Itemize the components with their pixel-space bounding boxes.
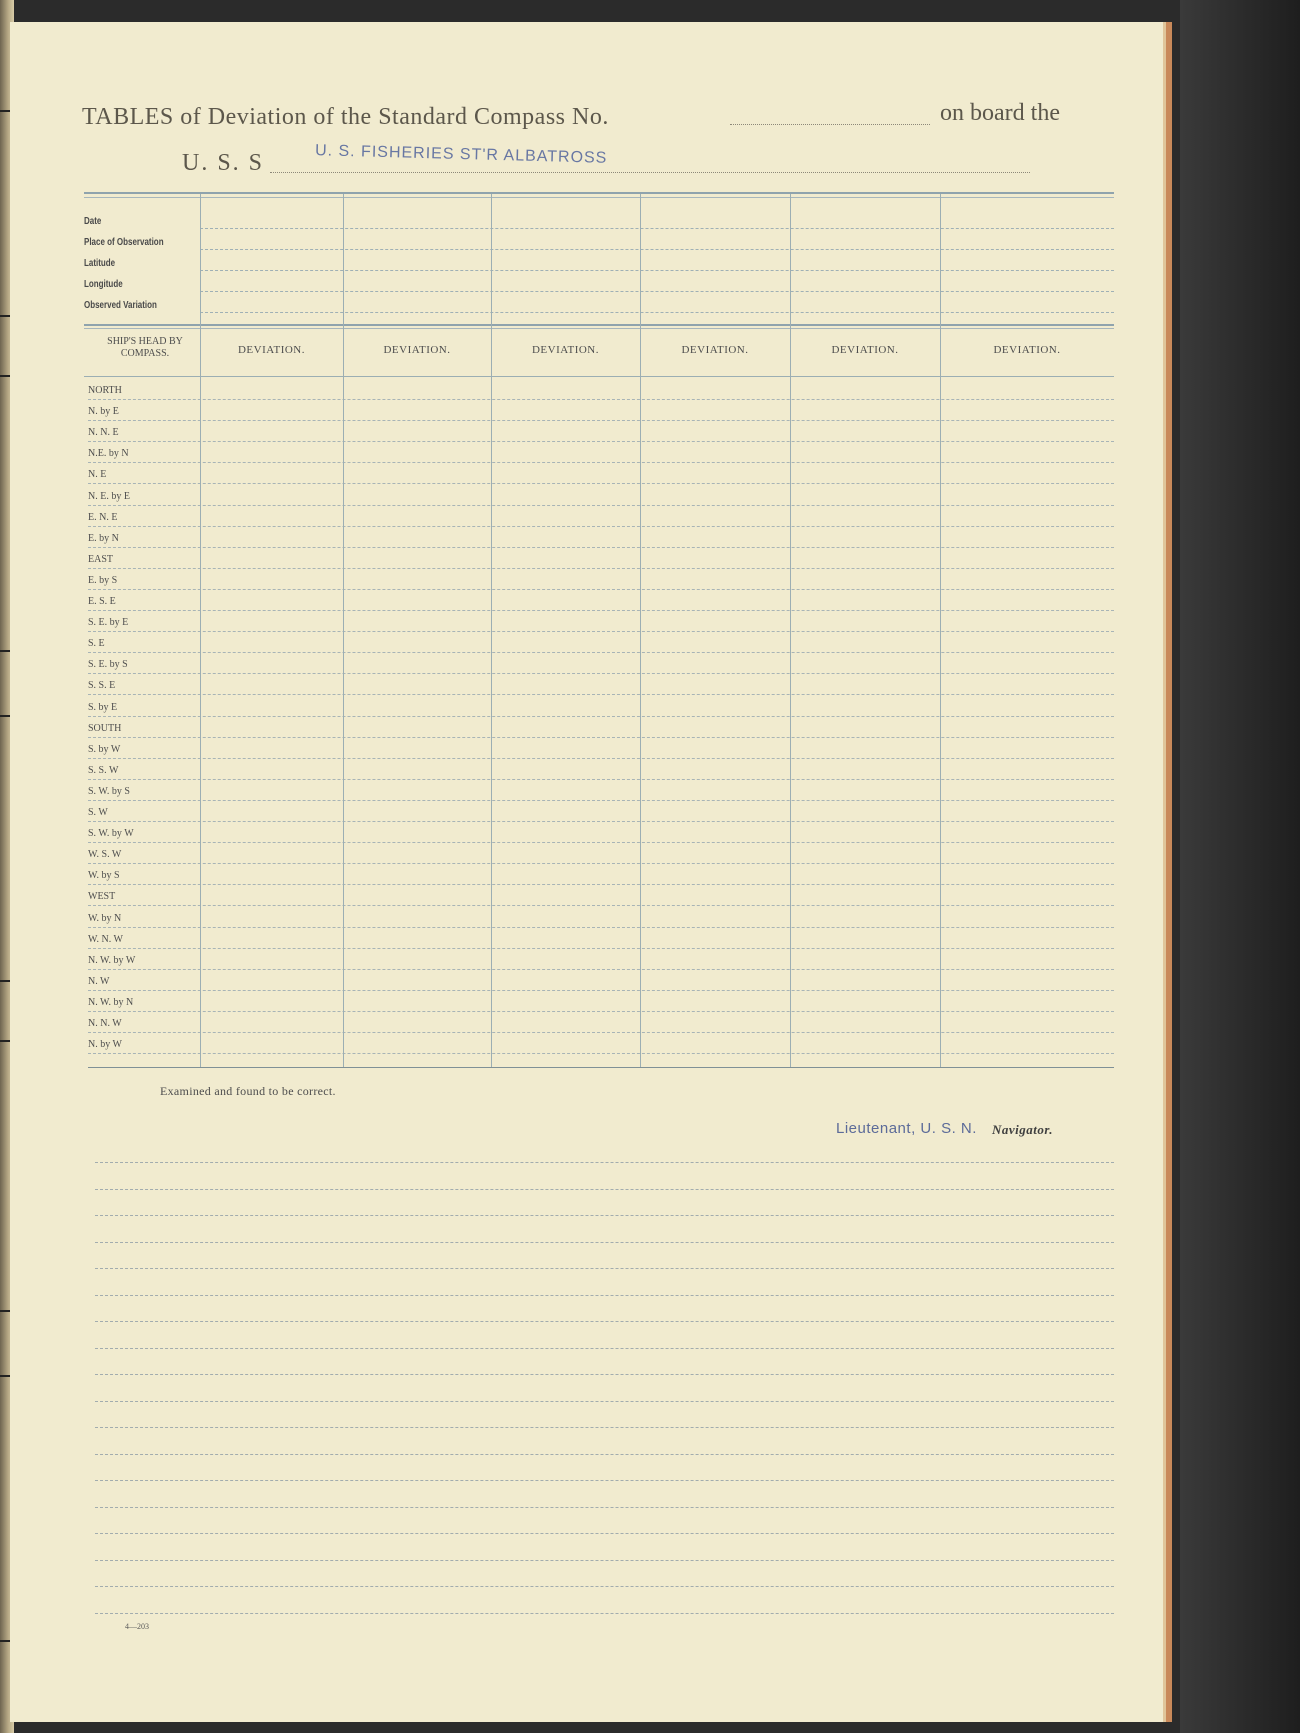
deviation-entry-line bbox=[88, 610, 1114, 611]
form-number: 4—203 bbox=[125, 1622, 149, 1631]
compass-heading-label: N. N. E bbox=[88, 427, 119, 439]
deviation-entry-line bbox=[88, 990, 1114, 991]
deviation-entry-line bbox=[88, 399, 1114, 400]
note-ruled-line bbox=[95, 1613, 1114, 1614]
compass-heading-label: S. S. W bbox=[88, 764, 119, 776]
note-ruled-line bbox=[95, 1560, 1114, 1561]
note-ruled-line bbox=[95, 1321, 1114, 1322]
deviation-entry-line bbox=[88, 927, 1114, 928]
deviation-entry-line bbox=[88, 842, 1114, 843]
deviation-entry-line bbox=[88, 737, 1114, 738]
compass-heading-label: N. by W bbox=[88, 1039, 122, 1051]
binding-stitch-mark bbox=[0, 980, 10, 982]
compass-heading-label: E. N. E bbox=[88, 511, 118, 523]
table-bottom-rule bbox=[88, 1067, 1114, 1068]
binding-stitch-mark bbox=[0, 110, 10, 112]
compass-heading-label: N. W. by N bbox=[88, 996, 134, 1008]
compass-heading-label: S. by W bbox=[88, 743, 121, 755]
deviation-column-header: DEVIATION. bbox=[681, 344, 749, 356]
binding-stitch-mark bbox=[0, 650, 10, 652]
note-ruled-line bbox=[95, 1374, 1114, 1375]
note-ruled-line bbox=[95, 1533, 1114, 1534]
compass-heading-label: S. E. by S bbox=[88, 659, 128, 671]
deviation-entry-line bbox=[88, 547, 1114, 548]
deviation-entry-line bbox=[88, 526, 1114, 527]
column-divider bbox=[790, 194, 791, 1067]
compass-heading-label: W. by S bbox=[88, 870, 120, 882]
deviation-entry-line bbox=[88, 863, 1114, 864]
binding-stitch-mark bbox=[0, 715, 10, 717]
compass-heading-label: S. E. by E bbox=[88, 617, 129, 629]
compass-heading-label: SOUTH bbox=[88, 722, 122, 734]
observation-entry-line bbox=[200, 291, 1114, 292]
top-rule-thin bbox=[84, 197, 1114, 198]
compass-heading-label: WEST bbox=[88, 891, 116, 903]
compass-heading-label: E. S. E bbox=[88, 596, 116, 607]
note-ruled-line bbox=[95, 1189, 1114, 1190]
compass-heading-label: W. N. W bbox=[88, 933, 123, 945]
compass-heading-label: S. E bbox=[88, 638, 105, 650]
top-rule bbox=[84, 192, 1114, 194]
observation-field-label: Observed Variation bbox=[84, 300, 157, 311]
deviation-entry-line bbox=[88, 1053, 1114, 1054]
deviation-entry-line bbox=[88, 462, 1114, 463]
compass-heading-label: EAST bbox=[88, 553, 113, 565]
title-suffix: on board the bbox=[940, 100, 1060, 126]
deviation-column-header: DEVIATION. bbox=[531, 344, 599, 356]
column-divider bbox=[491, 194, 492, 1067]
observation-field-label: Date bbox=[84, 216, 102, 227]
compass-heading-label: S. S. E bbox=[88, 680, 116, 692]
deviation-entry-line bbox=[88, 884, 1114, 885]
compass-heading-label: E. by N bbox=[88, 532, 119, 544]
note-ruled-line bbox=[95, 1427, 1114, 1428]
vessel-name-blank bbox=[270, 172, 1030, 173]
observation-entry-line bbox=[200, 228, 1114, 229]
binding-stitch-mark bbox=[0, 1040, 10, 1042]
compass-heading-label: E. by S bbox=[88, 574, 118, 586]
deviation-entry-line bbox=[88, 589, 1114, 590]
note-ruled-line bbox=[95, 1401, 1114, 1402]
deviation-entry-line bbox=[88, 673, 1114, 674]
note-ruled-line bbox=[95, 1348, 1114, 1349]
column-divider bbox=[343, 194, 344, 1067]
observation-field-label: Longitude bbox=[84, 279, 123, 290]
deviation-entry-line bbox=[88, 568, 1114, 569]
observation-entry-line bbox=[200, 312, 1114, 313]
rank-stamp: Lieutenant, U. S. N. bbox=[836, 1120, 977, 1137]
deviation-entry-line bbox=[88, 779, 1114, 780]
deviation-entry-line bbox=[88, 1011, 1114, 1012]
note-ruled-line bbox=[95, 1295, 1114, 1296]
compass-heading-label: S. W. by S bbox=[88, 785, 130, 797]
deviation-column-header: DEVIATION. bbox=[383, 344, 451, 356]
deviation-entry-line bbox=[88, 905, 1114, 906]
ships-head-column-header: SHIP'S HEAD BY COMPASS. bbox=[107, 336, 183, 359]
navigator-label: Navigator. bbox=[992, 1122, 1053, 1137]
deviation-entry-line bbox=[88, 505, 1114, 506]
deviation-entry-line bbox=[88, 716, 1114, 717]
deviation-entry-line bbox=[88, 800, 1114, 801]
compass-heading-label: W. by N bbox=[88, 912, 122, 924]
deviation-entry-line bbox=[88, 969, 1114, 970]
note-ruled-line bbox=[95, 1268, 1114, 1269]
middle-rule bbox=[84, 324, 1114, 326]
uss-label: U. S. S bbox=[182, 150, 265, 176]
column-divider bbox=[640, 194, 641, 1067]
compass-heading-label: N. E. by E bbox=[88, 490, 130, 502]
middle-rule-thin bbox=[84, 328, 1114, 329]
compass-heading-label: N. W. by W bbox=[88, 954, 136, 966]
note-ruled-line bbox=[95, 1507, 1114, 1508]
observation-field-label: Place of Observation bbox=[84, 237, 164, 248]
header-bottom-rule bbox=[84, 376, 1114, 377]
deviation-entry-line bbox=[88, 420, 1114, 421]
observation-field-label: Latitude bbox=[84, 258, 116, 269]
deviation-entry-line bbox=[88, 948, 1114, 949]
compass-heading-label: N. by E bbox=[88, 406, 119, 418]
deviation-entry-line bbox=[88, 631, 1114, 632]
note-ruled-line bbox=[95, 1586, 1114, 1587]
compass-heading-label: N. W bbox=[88, 975, 110, 987]
binding-stitch-mark bbox=[0, 1375, 10, 1377]
deviation-entry-line bbox=[88, 821, 1114, 822]
note-ruled-line bbox=[95, 1162, 1114, 1163]
compass-heading-label: W. S. W bbox=[88, 849, 122, 861]
compass-number-blank bbox=[730, 124, 930, 125]
ledger-page bbox=[10, 22, 1172, 1722]
compass-heading-label: S. W. by W bbox=[88, 828, 134, 840]
deviation-column-header: DEVIATION. bbox=[831, 344, 899, 356]
observation-entry-line bbox=[200, 249, 1114, 250]
binding-stitch-mark bbox=[0, 1640, 10, 1642]
deviation-column-header: DEVIATION. bbox=[993, 344, 1061, 356]
examined-statement: Examined and found to be correct. bbox=[160, 1084, 336, 1098]
deviation-entry-line bbox=[88, 652, 1114, 653]
compass-heading-label: NORTH bbox=[88, 385, 122, 396]
note-ruled-line bbox=[95, 1480, 1114, 1481]
column-divider bbox=[200, 194, 201, 1067]
column-divider bbox=[940, 194, 941, 1067]
binding-stitch-mark bbox=[0, 375, 10, 377]
background-edge bbox=[1180, 0, 1300, 1733]
compass-heading-label: N. E bbox=[88, 469, 107, 481]
deviation-entry-line bbox=[88, 483, 1114, 484]
note-ruled-line bbox=[95, 1242, 1114, 1243]
observation-entry-line bbox=[200, 270, 1114, 271]
compass-heading-label: S. by E bbox=[88, 701, 118, 713]
note-ruled-line bbox=[95, 1215, 1114, 1216]
deviation-entry-line bbox=[88, 758, 1114, 759]
deviation-column-header: DEVIATION. bbox=[237, 344, 305, 356]
deviation-entry-line bbox=[88, 694, 1114, 695]
compass-heading-label: S. W bbox=[88, 807, 108, 818]
vessel-name-stamp: U. S. FISHERIES ST'R ALBATROSS bbox=[314, 142, 608, 167]
binding-stitch-mark bbox=[0, 1310, 10, 1312]
page-title: TABLES of Deviation of the Standard Compass No. bbox=[82, 104, 609, 130]
note-ruled-line bbox=[95, 1454, 1114, 1455]
compass-heading-label: N.E. by N bbox=[88, 448, 129, 460]
deviation-entry-line bbox=[88, 1032, 1114, 1033]
compass-heading-label: N. N. W bbox=[88, 1018, 122, 1029]
deviation-entry-line bbox=[88, 441, 1114, 442]
binding-stitch-mark bbox=[0, 315, 10, 317]
